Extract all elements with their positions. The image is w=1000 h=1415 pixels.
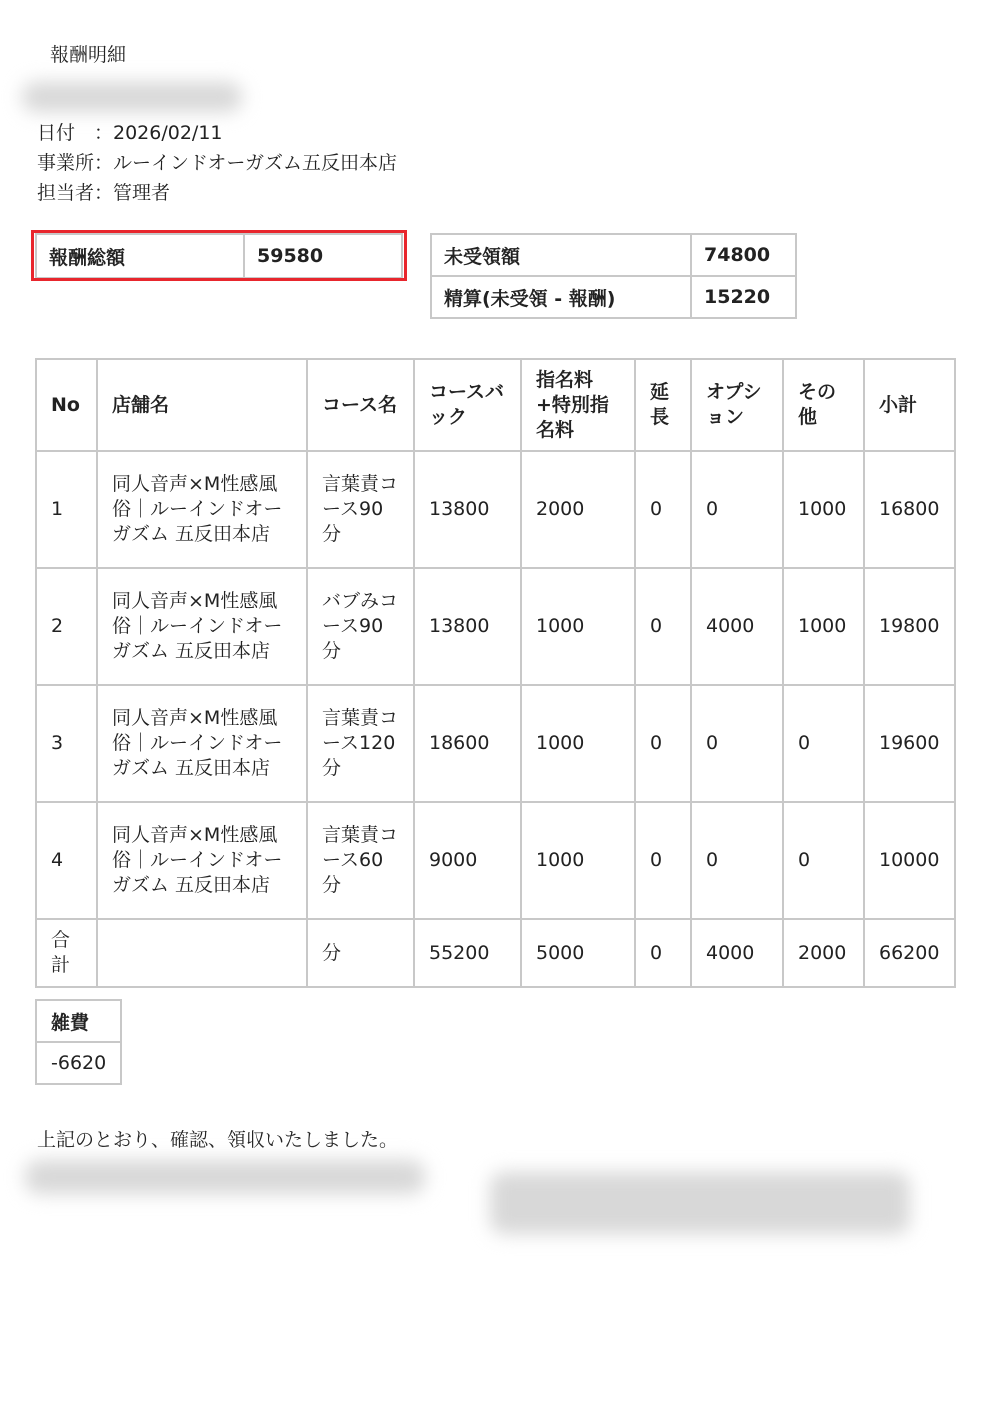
header-no: No — [36, 359, 97, 451]
header-extension: 延長 — [635, 359, 691, 451]
summary-table — [35, 233, 403, 279]
cell-subtotal: 19800 — [864, 568, 955, 685]
total-store — [97, 919, 307, 987]
total-nomination: 5000 — [521, 919, 635, 987]
header-nomination: 指名料+特別指名料 — [521, 359, 635, 451]
misc-value: -6620 — [36, 1042, 121, 1084]
acknowledgement-text: 上記のとおり、確認、領収いたしました。 — [37, 1129, 399, 1151]
table-row — [36, 802, 955, 919]
cell-no: 2 — [36, 568, 97, 685]
cell-other: 1000 — [783, 451, 864, 568]
cell-course: バブみコース90分 — [307, 568, 414, 685]
document-title: 報酬明細 — [50, 44, 127, 66]
cell-nomination: 1000 — [521, 802, 635, 919]
cell-option: 0 — [691, 451, 783, 568]
total-course: 分 — [307, 919, 414, 987]
settle-value: 15220 — [691, 276, 796, 318]
cell-option: 0 — [691, 802, 783, 919]
cell-course-back: 9000 — [414, 802, 521, 919]
unreceived-value: 74800 — [691, 234, 796, 276]
header-course-back: コースバック — [414, 359, 521, 451]
total-label: 合計 — [36, 919, 97, 987]
cell-course-back: 13800 — [414, 568, 521, 685]
misc-label: 雑費 — [36, 1000, 121, 1042]
cell-extension: 0 — [635, 568, 691, 685]
total-option: 4000 — [691, 919, 783, 987]
cell-other: 0 — [783, 802, 864, 919]
redacted-signature-right — [490, 1172, 910, 1234]
cell-extension: 0 — [635, 685, 691, 802]
header-course: コース名 — [307, 359, 414, 451]
total-extension: 0 — [635, 919, 691, 987]
total-other: 2000 — [783, 919, 864, 987]
header-subtotal: 小計 — [864, 359, 955, 451]
cell-subtotal: 19600 — [864, 685, 955, 802]
cell-option: 0 — [691, 685, 783, 802]
settle-label: 精算(未受領 - 報酬) — [431, 276, 691, 318]
balance-table — [430, 233, 797, 319]
person-line: 担当者：管理者 — [37, 182, 171, 204]
header-option: オプション — [691, 359, 783, 451]
cell-store: 同人音声×M性感風俗｜ルーインドオーガズム 五反田本店 — [97, 451, 307, 568]
cell-store: 同人音声×M性感風俗｜ルーインドオーガズム 五反田本店 — [97, 685, 307, 802]
header-other: その他 — [783, 359, 864, 451]
summary-label: 報酬総額 — [36, 234, 244, 278]
table-row — [36, 568, 955, 685]
redacted-signature-left — [25, 1160, 425, 1194]
cell-no: 1 — [36, 451, 97, 568]
cell-nomination: 1000 — [521, 685, 635, 802]
cell-course: 言葉責コース120分 — [307, 685, 414, 802]
cell-nomination: 1000 — [521, 568, 635, 685]
cell-store: 同人音声×M性感風俗｜ルーインドオーガズム 五反田本店 — [97, 802, 307, 919]
cell-no: 4 — [36, 802, 97, 919]
cell-course-back: 13800 — [414, 451, 521, 568]
table-row — [36, 451, 955, 568]
table-row — [36, 685, 955, 802]
summary-value: 59580 — [244, 234, 402, 278]
cell-course: 言葉責コース90分 — [307, 451, 414, 568]
cell-option: 4000 — [691, 568, 783, 685]
misc-table — [35, 999, 122, 1085]
cell-other: 0 — [783, 685, 864, 802]
total-row — [36, 919, 955, 987]
redacted-name — [22, 82, 242, 112]
cell-store: 同人音声×M性感風俗｜ルーインドオーガズム 五反田本店 — [97, 568, 307, 685]
cell-extension: 0 — [635, 802, 691, 919]
date-line: 日付 ：2026/02/11 — [37, 122, 223, 144]
cell-course-back: 18600 — [414, 685, 521, 802]
cell-course: 言葉責コース60分 — [307, 802, 414, 919]
cell-other: 1000 — [783, 568, 864, 685]
total-course-back: 55200 — [414, 919, 521, 987]
cell-subtotal: 16800 — [864, 451, 955, 568]
header-store: 店舗名 — [97, 359, 307, 451]
cell-extension: 0 — [635, 451, 691, 568]
total-subtotal: 66200 — [864, 919, 955, 987]
office-line: 事業所：ルーインドオーガズム五反田本店 — [37, 152, 398, 174]
detail-table — [35, 358, 956, 988]
unreceived-label: 未受領額 — [431, 234, 691, 276]
cell-no: 3 — [36, 685, 97, 802]
cell-subtotal: 10000 — [864, 802, 955, 919]
cell-nomination: 2000 — [521, 451, 635, 568]
header-row — [36, 359, 955, 451]
